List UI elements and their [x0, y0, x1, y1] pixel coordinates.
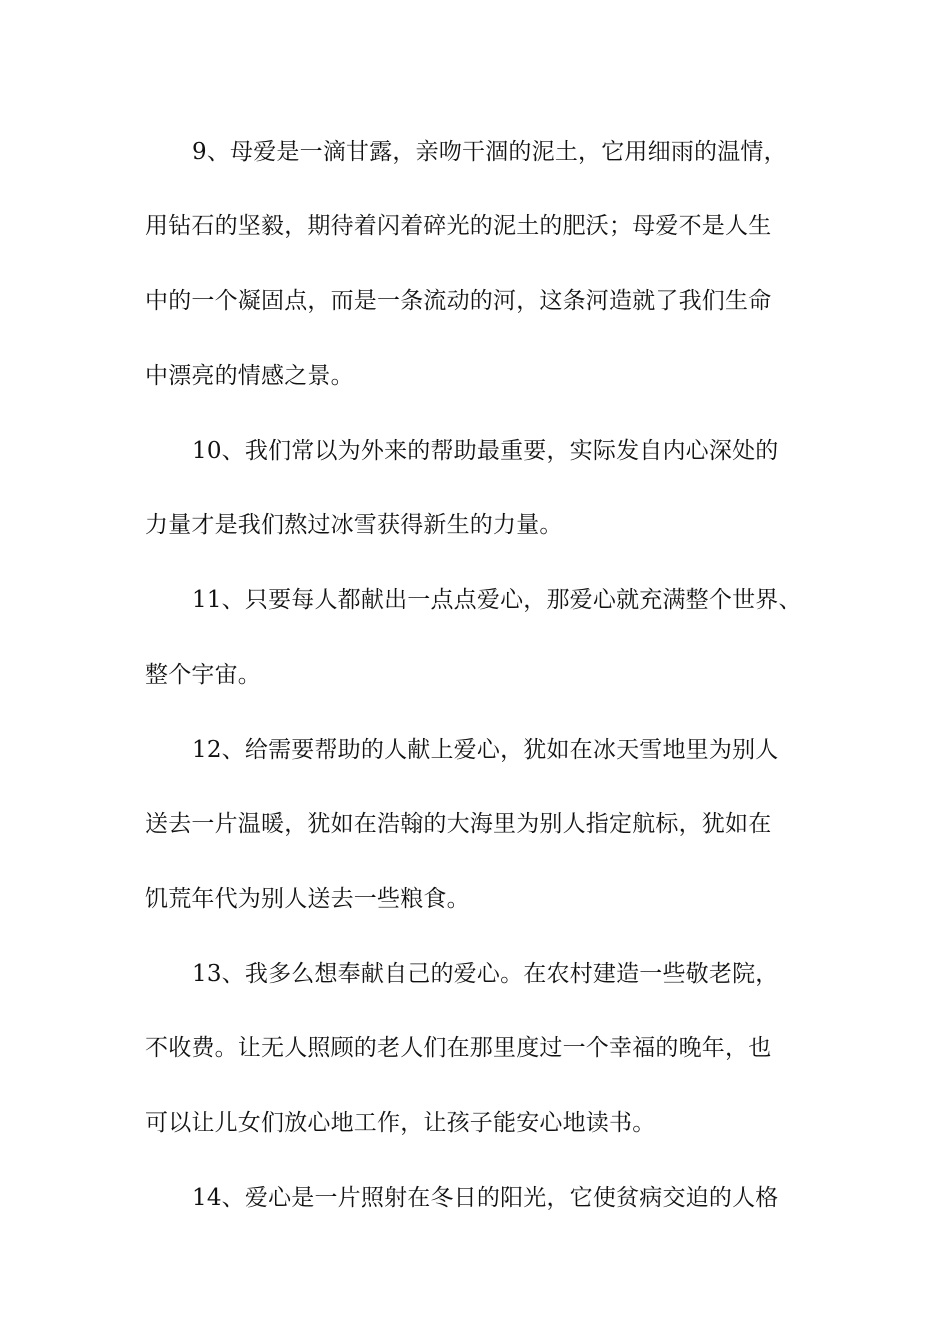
text-line: 饥荒年代为别人送去一些粮食。: [145, 886, 470, 912]
text-line: 12、给需要帮助的人献上爱心，犹如在冰天雪地里为别人: [192, 737, 779, 763]
text-line: 力量才是我们熬过冰雪获得新生的力量。: [145, 512, 563, 538]
text-line: 14、爱心是一片照射在冬日的阳光，它使贫病交迫的人格: [192, 1185, 779, 1211]
text-line: 送去一片温暖，犹如在浩翰的大海里为别人指定航标，犹如在: [145, 811, 772, 837]
text-line: 中的一个凝固点，而是一条流动的河，这条河造就了我们生命: [145, 288, 772, 314]
text-line: 10、我们常以为外来的帮助最重要，实际发自内心深处的: [192, 438, 779, 464]
text-line: 9、母爱是一滴甘露，亲吻干涸的泥土，它用细雨的温情，: [192, 139, 787, 165]
text-line: 11、只要每人都献出一点点爱心，那爱心就充满整个世界、: [192, 587, 802, 613]
text-line: 用钻石的坚毅，期待着闪着碎光的泥土的肥沃；母爱不是人生: [145, 213, 772, 239]
text-line: 整个宇宙。: [145, 662, 261, 688]
text-line: 可以让儿女们放心地工作，让孩子能安心地读书。: [145, 1110, 656, 1136]
text-line: 不收费。让无人照顾的老人们在那里度过一个幸福的晚年，也: [145, 1035, 772, 1061]
text-line: 中漂亮的情感之景。: [145, 363, 354, 389]
text-line: 13、我多么想奉献自己的爱心。在农村建造一些敬老院，: [192, 961, 779, 987]
